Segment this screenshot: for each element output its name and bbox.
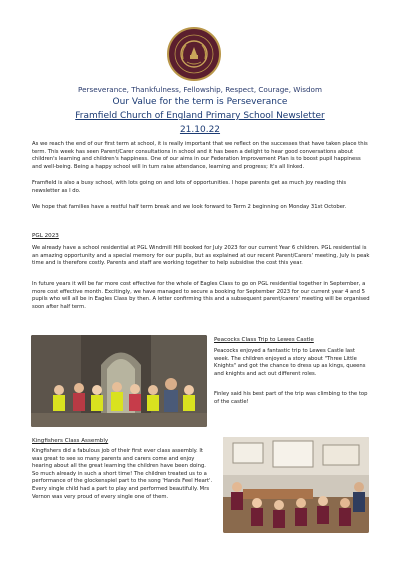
- children-at-castle-photo: [31, 335, 207, 427]
- crest-emblem-icon: [169, 29, 219, 79]
- term-value-heading: Our Value for the term is Perseverance: [112, 97, 288, 107]
- school-values-line: Perseverance, Thankfulness, Fellowship, Respect, Courage, Wisdom: [78, 85, 322, 94]
- newsletter-date: 21.10.22: [179, 125, 221, 135]
- class-assembly-photo: [223, 437, 369, 533]
- pgl-paragraph-2: In future years it will be far more cost effective for the whole of Eagles Class to go on PGL residential together in September, a more cost effective month. Excitingly, we have managed to secure a booking for September 2023 for our current year 4 and 5 pupils who will all be in Eagles Class by then. A letter confirming this and a subsequent parent/carers' meeting will be organised soon after half term.: [32, 281, 370, 310]
- kingfishers-heading: Kingfishers Class Assembly: [32, 438, 109, 444]
- kingfishers-paragraph: Kingfishers did a fabulous job of their first ever class assembly. It was great to see so many parents and carers come and enjoy hearing about all the great learning the children have been doing. So much already in such a short time! The children treated us to a performance of the glockenspiel part to the song 'Hands Feel Heart'. Every single child had a part to play and performed beautifully. Mrs Vernon was very proud of every single one of them.: [32, 448, 213, 500]
- intro-paragraph-2: Framfield is also a busy school, with lots going on and lots of opportunities. I hope parents get as much joy reading this newsletter as I do.: [32, 180, 347, 194]
- castle-photo-icon: [31, 335, 207, 427]
- pgl-paragraph-1: We already have a school residential at PGL Windmill Hill booked for July 2023 for our current Year 6 children. PGL residential is an amazing opportunity and a special memory for our pupils, but as explained at our recent Parent/Carers' meeting, July is peak time and is therefore costly. Parents and staff are working together to help subsidise the cost this year.: [32, 245, 370, 267]
- pgl-heading: PGL 2023: [32, 233, 59, 239]
- intro-paragraph-1: As we reach the end of our first term at school, it is really important that we reflect on the successes that have taken place this term. This week has seen Parent/Carer consultations in school and it has been a delight to hear good conversations about children's learning and children's happiness. One of our aims in our Federation Improvement Plan is to boost pupil happiness and well-being. Being a happy school will in turn raise attendance, learning and progress; It's all linked.: [32, 141, 368, 170]
- peacocks-heading: Peacocks Class Trip to Lewes Castle: [214, 337, 314, 343]
- peacocks-paragraph-1: Peacocks enjoyed a fantastic trip to Lewes Castle last week. The children enjoyed a story about "Three Little Knights" and got the chance to dress up as kings, queens and knights and act out different roles.: [214, 348, 366, 377]
- intro-paragraph-3: We hope that families have a restful half term break and we look forward to Term 2 beginning on Monday 31st October.: [32, 204, 347, 210]
- newsletter-title: Framfield Church of England Primary School Newsletter: [75, 111, 325, 121]
- school-crest-logo: [167, 27, 221, 81]
- assembly-photo-icon: [223, 437, 369, 533]
- peacocks-paragraph-2: Finley said his best part of the trip was climbing to the top of the castle!: [214, 391, 368, 405]
